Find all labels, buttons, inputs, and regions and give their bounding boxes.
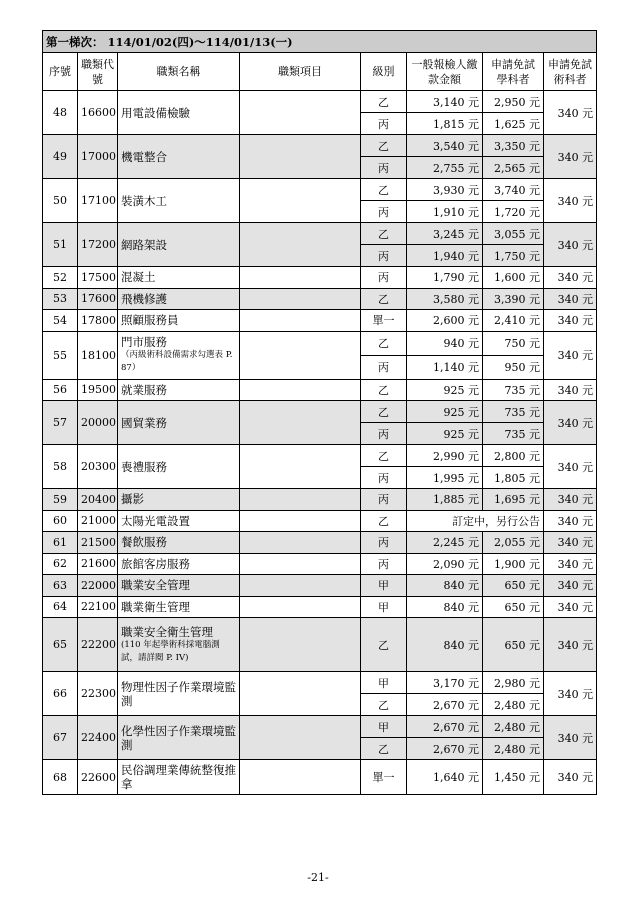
occupation-name: 喪禮服務: [121, 459, 167, 474]
exempt-written-cell: 3,055 元: [483, 223, 544, 245]
code-cell: 22000: [78, 575, 118, 597]
table-row: [43, 553, 597, 575]
occupation-name: 職業安全衛生管理: [121, 624, 213, 639]
seq-cell: 49: [43, 135, 78, 179]
code-cell: 20000: [78, 401, 118, 445]
occupation-name: 用電設備檢驗: [121, 105, 190, 120]
table-row: [43, 716, 597, 738]
fee-cell: 1,885 元: [407, 489, 483, 511]
fee-cell: 1,640 元: [407, 760, 483, 795]
table-row: [43, 618, 597, 672]
level-cell: 單一: [361, 760, 407, 795]
occupation-name: 混凝土: [121, 270, 156, 285]
table-row: [43, 223, 597, 245]
exempt-written-cell: 950 元: [483, 355, 544, 379]
name-cell: [118, 379, 240, 401]
exempt-written-cell: 3,740 元: [483, 179, 544, 201]
table-row: [43, 331, 597, 355]
seq-cell: 51: [43, 223, 78, 267]
table-row: [43, 379, 597, 401]
fee-cell: 2,670 元: [407, 738, 483, 760]
code-cell: 22600: [78, 760, 118, 795]
exempt-written-cell: 1,900 元: [483, 553, 544, 575]
code-cell: 22200: [78, 618, 118, 672]
exempt-practical-cell: 340 元: [544, 223, 597, 267]
exempt-practical-cell: 340 元: [544, 179, 597, 223]
seq-cell: 59: [43, 489, 78, 511]
item-cell: [240, 379, 361, 401]
code-cell: 17200: [78, 223, 118, 267]
seq-cell: 66: [43, 672, 78, 716]
exempt-practical-cell: 340 元: [544, 445, 597, 489]
occupation-name: 餐飲服務: [121, 535, 167, 550]
code-cell: 17600: [78, 288, 118, 310]
exempt-written-cell: 1,750 元: [483, 245, 544, 267]
occupation-name: 門市服務: [121, 335, 167, 349]
item-cell: [240, 716, 361, 760]
occupation-name: 職業安全管理: [121, 578, 190, 593]
fee-cell: 3,580 元: [407, 288, 483, 310]
fee-cell: 1,940 元: [407, 245, 483, 267]
level-cell: 丙: [361, 113, 407, 135]
name-cell: [118, 179, 240, 223]
exempt-written-cell: 3,390 元: [483, 288, 544, 310]
occupation-name: 旅館客房服務: [121, 556, 190, 571]
exempt-written-cell: 3,350 元: [483, 135, 544, 157]
exempt-written-cell: 735 元: [483, 423, 544, 445]
level-cell: 甲: [361, 672, 407, 694]
table-body: [43, 91, 597, 795]
item-cell: [240, 575, 361, 597]
occupation-name: 攝影: [121, 492, 144, 507]
fee-cell: 2,755 元: [407, 157, 483, 179]
name-cell: [118, 716, 240, 760]
occupation-name: 民俗調理業傳統整復推拿: [121, 763, 236, 791]
fee-cell: 840 元: [407, 575, 483, 597]
item-cell: [240, 223, 361, 267]
level-cell: 丙: [361, 201, 407, 223]
exempt-practical-cell: 340 元: [544, 510, 597, 532]
exempt-written-cell: 2,800 元: [483, 445, 544, 467]
level-cell: 甲: [361, 575, 407, 597]
exempt-practical-cell: 340 元: [544, 575, 597, 597]
header-fee: 一般報檢人繳款金額: [407, 53, 483, 91]
header-item: 職類項目: [240, 53, 361, 91]
fee-cell: 940 元: [407, 331, 483, 355]
table-row: [43, 489, 597, 511]
exempt-written-cell: 1,625 元: [483, 113, 544, 135]
seq-cell: 56: [43, 379, 78, 401]
exempt-written-cell: 2,480 元: [483, 694, 544, 716]
name-cell: [118, 401, 240, 445]
batch-title: 第一梯次： 114/01/02(四)～114/01/13(一): [43, 31, 597, 53]
exempt-practical-cell: 340 元: [544, 135, 597, 179]
fee-cell: 3,140 元: [407, 91, 483, 113]
fee-cell: 2,990 元: [407, 445, 483, 467]
occupation-name: 就業服務: [121, 382, 167, 397]
header-code: 職類代號: [78, 53, 118, 91]
table-row: [43, 672, 597, 694]
item-cell: [240, 532, 361, 554]
occupation-name: 國貿業務: [121, 415, 167, 430]
fee-cell: 3,170 元: [407, 672, 483, 694]
code-cell: 17100: [78, 179, 118, 223]
code-cell: 18100: [78, 331, 118, 379]
level-cell: 丙: [361, 355, 407, 379]
code-cell: 22400: [78, 716, 118, 760]
exempt-practical-cell: 340 元: [544, 489, 597, 511]
page-number: -21-: [307, 871, 329, 884]
code-cell: 16600: [78, 91, 118, 135]
seq-cell: 68: [43, 760, 78, 795]
occupation-note: (110 年起學術科採電腦測試，請詳閱 P. IV): [121, 639, 220, 663]
name-cell: [118, 553, 240, 575]
item-cell: [240, 510, 361, 532]
code-cell: 19500: [78, 379, 118, 401]
exempt-written-cell: 1,720 元: [483, 201, 544, 223]
fee-cell: 2,245 元: [407, 532, 483, 554]
exempt-written-cell: 650 元: [483, 618, 544, 672]
exempt-written-cell: 2,480 元: [483, 738, 544, 760]
occupation-name: 太陽光電設置: [121, 513, 190, 528]
code-cell: 20300: [78, 445, 118, 489]
occupation-name: 照顧服務員: [121, 313, 179, 328]
exempt-written-cell: 1,695 元: [483, 489, 544, 511]
exempt-written-cell: 735 元: [483, 401, 544, 423]
seq-cell: 64: [43, 596, 78, 618]
seq-cell: 55: [43, 331, 78, 379]
occupation-name: 飛機修護: [121, 291, 167, 306]
table-row: [43, 91, 597, 113]
seq-cell: 63: [43, 575, 78, 597]
level-cell: 丙: [361, 467, 407, 489]
level-cell: 乙: [361, 91, 407, 113]
level-cell: 乙: [361, 223, 407, 245]
exempt-practical-cell: 340 元: [544, 618, 597, 672]
fee-cell: 1,140 元: [407, 355, 483, 379]
name-cell: [118, 135, 240, 179]
level-cell: 丙: [361, 532, 407, 554]
table-row: [43, 267, 597, 289]
exempt-practical-cell: 340 元: [544, 532, 597, 554]
level-cell: 丙: [361, 245, 407, 267]
fee-plan-cell: 訂定中，另行公告: [407, 510, 544, 532]
item-cell: [240, 179, 361, 223]
name-cell: [118, 489, 240, 511]
occupation-name: 化學性因子作業環境監測: [121, 723, 236, 752]
header-level: 級別: [361, 53, 407, 91]
table-row: [43, 596, 597, 618]
fee-cell: 840 元: [407, 618, 483, 672]
seq-cell: 50: [43, 179, 78, 223]
code-cell: 21500: [78, 532, 118, 554]
table-row: [43, 310, 597, 332]
item-cell: [240, 267, 361, 289]
exempt-written-cell: 650 元: [483, 596, 544, 618]
level-cell: 乙: [361, 445, 407, 467]
occupation-name: 職業衛生管理: [121, 599, 190, 614]
name-cell: [118, 596, 240, 618]
occupation-name: 物理性因子作業環境監測: [121, 679, 236, 708]
level-cell: 乙: [361, 510, 407, 532]
exempt-written-cell: 735 元: [483, 379, 544, 401]
name-cell: [118, 288, 240, 310]
level-cell: 乙: [361, 379, 407, 401]
seq-cell: 52: [43, 267, 78, 289]
occupation-name: 網路架設: [121, 237, 167, 252]
level-cell: 丙: [361, 157, 407, 179]
occupation-name: 機電整合: [121, 149, 167, 164]
fee-cell: 1,790 元: [407, 267, 483, 289]
fee-cell: 2,600 元: [407, 310, 483, 332]
exempt-written-cell: 2,480 元: [483, 716, 544, 738]
item-cell: [240, 401, 361, 445]
exempt-written-cell: 1,600 元: [483, 267, 544, 289]
exempt-practical-cell: 340 元: [544, 672, 597, 716]
exempt-practical-cell: 340 元: [544, 716, 597, 760]
table-row: [43, 179, 597, 201]
item-cell: [240, 135, 361, 179]
level-cell: 甲: [361, 716, 407, 738]
level-cell: 丙: [361, 489, 407, 511]
level-cell: 乙: [361, 288, 407, 310]
level-cell: 乙: [361, 618, 407, 672]
occupation-name: 裝潢木工: [121, 193, 167, 208]
seq-cell: 61: [43, 532, 78, 554]
seq-cell: 60: [43, 510, 78, 532]
fee-cell: 3,930 元: [407, 179, 483, 201]
seq-cell: 57: [43, 401, 78, 445]
seq-cell: 54: [43, 310, 78, 332]
item-cell: [240, 618, 361, 672]
exempt-practical-cell: 340 元: [544, 331, 597, 379]
exempt-practical-cell: 340 元: [544, 310, 597, 332]
seq-cell: 62: [43, 553, 78, 575]
exam-schedule-table: [42, 30, 597, 795]
header-name: 職類名稱: [118, 53, 240, 91]
name-cell: [118, 223, 240, 267]
code-cell: 22300: [78, 672, 118, 716]
level-cell: 乙: [361, 401, 407, 423]
code-cell: 17500: [78, 267, 118, 289]
exempt-practical-cell: 340 元: [544, 553, 597, 575]
exempt-practical-cell: 340 元: [544, 267, 597, 289]
table-row: [43, 445, 597, 467]
table-row: [43, 288, 597, 310]
seq-cell: 67: [43, 716, 78, 760]
level-cell: 單一: [361, 310, 407, 332]
fee-cell: 2,670 元: [407, 694, 483, 716]
exempt-practical-cell: 340 元: [544, 760, 597, 795]
table-row: [43, 135, 597, 157]
name-cell: [118, 618, 240, 672]
name-cell: [118, 331, 240, 379]
code-cell: 21600: [78, 553, 118, 575]
exempt-written-cell: 650 元: [483, 575, 544, 597]
level-cell: 丙: [361, 267, 407, 289]
item-cell: [240, 288, 361, 310]
header-seq: 序號: [43, 53, 78, 91]
fee-cell: 1,995 元: [407, 467, 483, 489]
header-exempt-practical: 申請免試術科者: [544, 53, 597, 91]
fee-cell: 2,670 元: [407, 716, 483, 738]
level-cell: 乙: [361, 331, 407, 355]
item-cell: [240, 672, 361, 716]
name-cell: [118, 760, 240, 795]
level-cell: 乙: [361, 694, 407, 716]
name-cell: [118, 532, 240, 554]
fee-cell: 3,540 元: [407, 135, 483, 157]
table-row: [43, 760, 597, 795]
fee-cell: 925 元: [407, 401, 483, 423]
item-cell: [240, 445, 361, 489]
exempt-written-cell: 1,805 元: [483, 467, 544, 489]
header-row: [43, 53, 597, 91]
item-cell: [240, 553, 361, 575]
code-cell: 20400: [78, 489, 118, 511]
table-row: [43, 401, 597, 423]
exempt-practical-cell: 340 元: [544, 91, 597, 135]
level-cell: 乙: [361, 135, 407, 157]
exempt-written-cell: 750 元: [483, 331, 544, 355]
table-row: [43, 532, 597, 554]
exempt-written-cell: 2,980 元: [483, 672, 544, 694]
exempt-written-cell: 2,950 元: [483, 91, 544, 113]
item-cell: [240, 760, 361, 795]
fee-cell: 2,090 元: [407, 553, 483, 575]
item-cell: [240, 331, 361, 379]
fee-cell: 840 元: [407, 596, 483, 618]
level-cell: 甲: [361, 596, 407, 618]
code-cell: 17000: [78, 135, 118, 179]
code-cell: 22100: [78, 596, 118, 618]
table-row: [43, 510, 597, 532]
code-cell: 21000: [78, 510, 118, 532]
name-cell: [118, 445, 240, 489]
exempt-practical-cell: 340 元: [544, 288, 597, 310]
level-cell: 丙: [361, 423, 407, 445]
code-cell: 17800: [78, 310, 118, 332]
item-cell: [240, 310, 361, 332]
fee-cell: 1,815 元: [407, 113, 483, 135]
seq-cell: 53: [43, 288, 78, 310]
name-cell: [118, 575, 240, 597]
level-cell: 乙: [361, 179, 407, 201]
item-cell: [240, 91, 361, 135]
fee-cell: 1,910 元: [407, 201, 483, 223]
occupation-note: （丙級術科設備需求勾選表 P. 87）: [121, 350, 233, 373]
name-cell: [118, 91, 240, 135]
item-cell: [240, 596, 361, 618]
exempt-practical-cell: 340 元: [544, 379, 597, 401]
exempt-written-cell: 2,055 元: [483, 532, 544, 554]
level-cell: 丙: [361, 553, 407, 575]
seq-cell: 58: [43, 445, 78, 489]
exempt-written-cell: 1,450 元: [483, 760, 544, 795]
table-row: [43, 575, 597, 597]
name-cell: [118, 510, 240, 532]
fee-cell: 3,245 元: [407, 223, 483, 245]
seq-cell: 48: [43, 91, 78, 135]
level-cell: 乙: [361, 738, 407, 760]
exempt-practical-cell: 340 元: [544, 596, 597, 618]
item-cell: [240, 489, 361, 511]
header-exempt-written: 申請免試學科者: [483, 53, 544, 91]
name-cell: [118, 672, 240, 716]
exempt-written-cell: 2,565 元: [483, 157, 544, 179]
exempt-written-cell: 2,410 元: [483, 310, 544, 332]
name-cell: [118, 267, 240, 289]
seq-cell: 65: [43, 618, 78, 672]
exempt-practical-cell: 340 元: [544, 401, 597, 445]
fee-cell: 925 元: [407, 423, 483, 445]
name-cell: [118, 310, 240, 332]
fee-cell: 925 元: [407, 379, 483, 401]
